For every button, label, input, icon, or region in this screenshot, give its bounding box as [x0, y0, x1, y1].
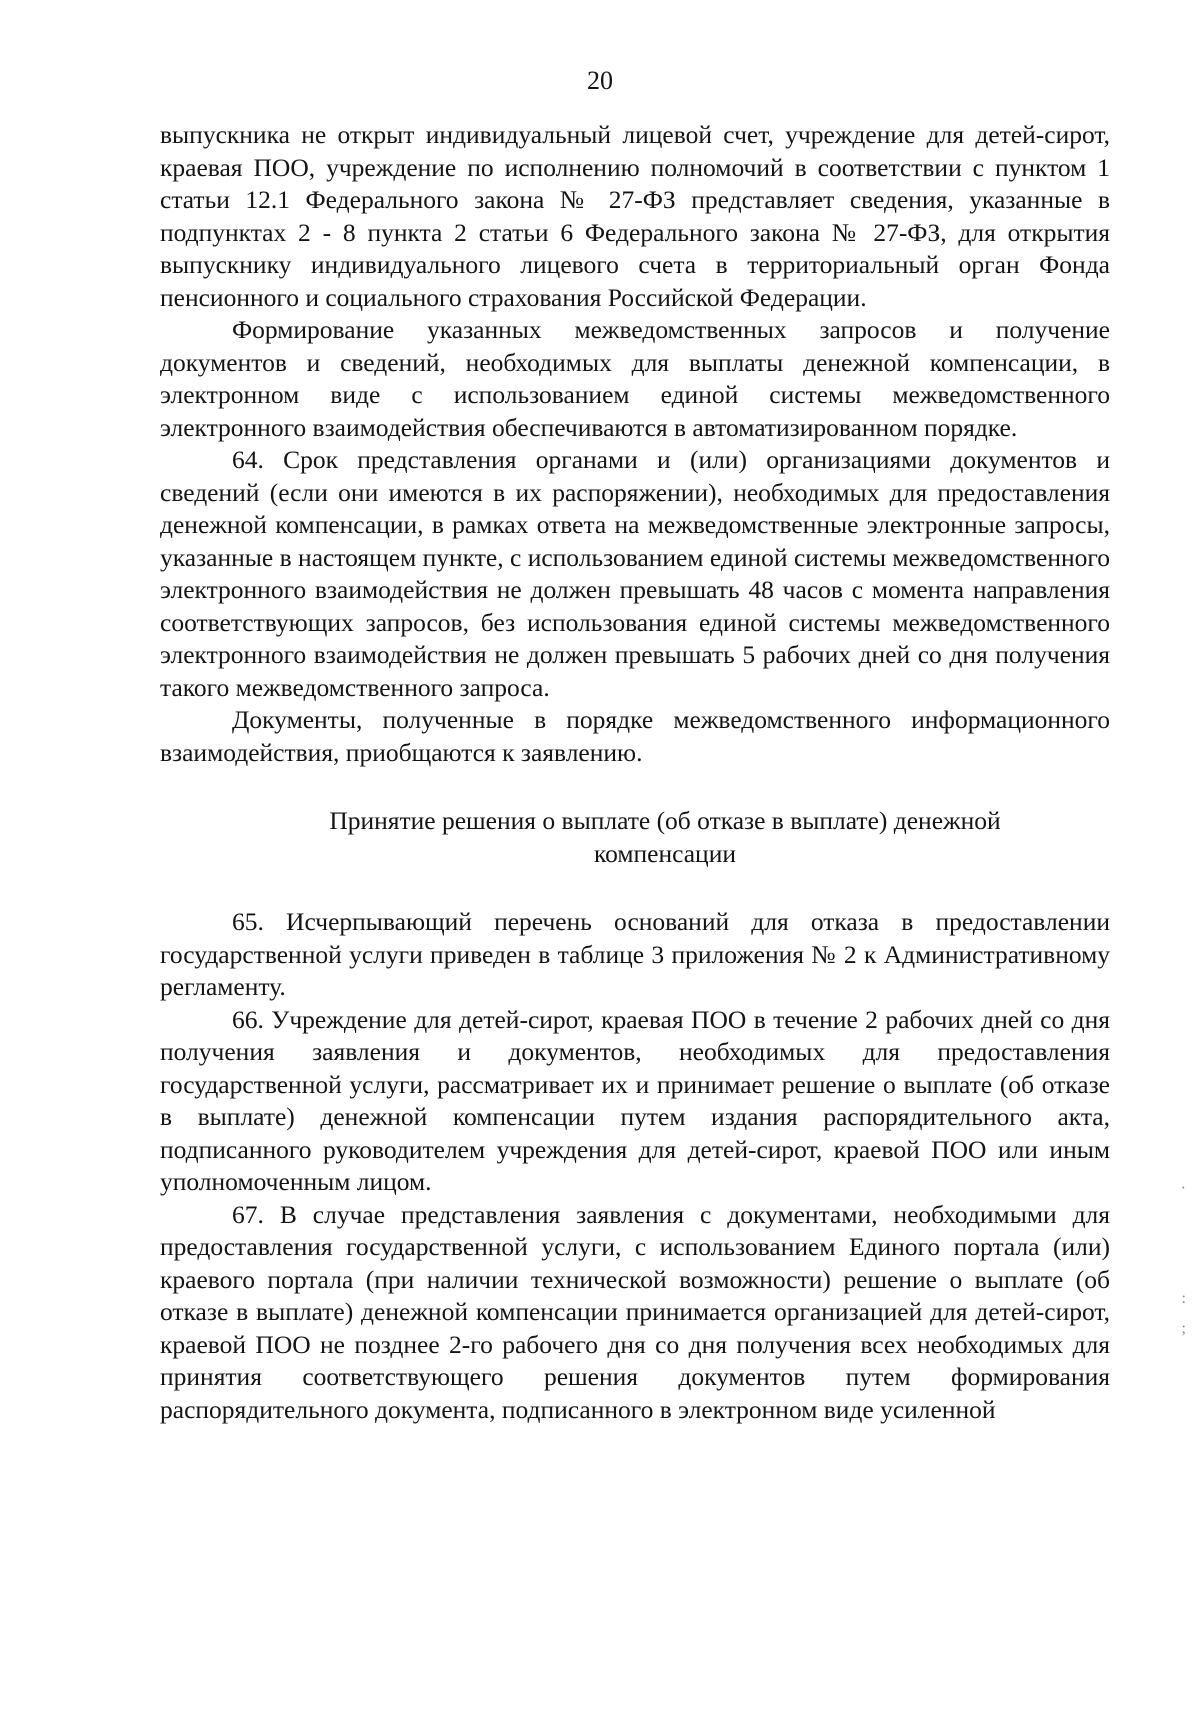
paragraph-66: 66. Учреждение для детей-сирот, краевая ПОО в течение 2 рабочих дней со дня получения заявления и документов, необходимых для предоставления государственной услуги, рассматривает их и принимает решение о выплате (об отказе в выплате) денежной компенсации путем издания распорядительного акта, подписанного руководителем учреждения для детей-сирот, краевой ПОО или иным уполномоченным лицом. — [160, 1004, 1110, 1196]
paragraph-documents-attached: Документы, полученные в порядке межведомственного информационного взаимодействия, приобщаются к заявлению. — [160, 705, 1110, 767]
paragraph-65: 65. Исчерпывающий перечень оснований для отказа в предоставлении государственной услуги приведен в таблице 3 приложения № 2 к Административному регламенту. — [160, 907, 1110, 1001]
document-body — [160, 119, 1110, 1426]
paragraph-continuation: выпускника не открыт индивидуальный лицевой счет, учреждение для детей-сирот, краевая ПОО, учреждение по исполнению полномочий в соответствии с пунктом 1 статьи 12.1 Федерального закона № 27-ФЗ представляет сведения, указанные в подпунктах 2 - 8 пункта 2 статьи 6 Федерального закона № 27-ФЗ, для открытия выпускнику индивидуального лицевого счета в территориальный орган Фонда пенсионного и социального страхования Российской Федерации. — [160, 120, 1110, 312]
scan-mark: ; — [1181, 1320, 1186, 1337]
paragraph-interagency-requests: Формирование указанных межведомственных запросов и получение документов и сведений, необходимых для выплаты денежной компенсации, в электронном виде с использованием единой системы межведомственного электронного взаимодействия обеспечиваются в автоматизированном порядке. — [160, 315, 1110, 442]
page-number: 20 — [587, 66, 613, 95]
scan-mark: : — [1181, 1290, 1186, 1307]
section-heading: Принятие решения о выплате (об отказе в выплате) денежной компенсации — [329, 806, 1001, 868]
paragraph-64: 64. Срок представления органами и (или) организациями документов и сведений (если они имеются в их распоряжении), необходимых для предоставления денежной компенсации, в рамках ответа на межведомственные электронные запросы, указанные в настоящем пункте, с использованием единой системы межведомственного электронного взаимодействия не должен превышать 48 часов с момента направления соответствующих запросов, без использования единой системы межведомственного электронного взаимодействия не должен превышать 5 рабочих дней со дня получения такого межведомственного запроса. — [160, 445, 1110, 702]
scan-mark: · — [1180, 1180, 1186, 1197]
paragraph-67: 67. В случае представления заявления с документами, необходимыми для предоставления государственной услуги, с использованием Единого портала (или) краевого портала (при наличии технической возможности) решение о выплате (об отказе в выплате) денежной компенсации принимается организацией для детей-сирот, краевой ПОО не позднее 2-го рабочего дня со дня получения всех необходимых для принятия соответствующего решения документов путем формирования распорядительного документа, подписанного в электронном виде усиленной — [160, 1199, 1110, 1424]
